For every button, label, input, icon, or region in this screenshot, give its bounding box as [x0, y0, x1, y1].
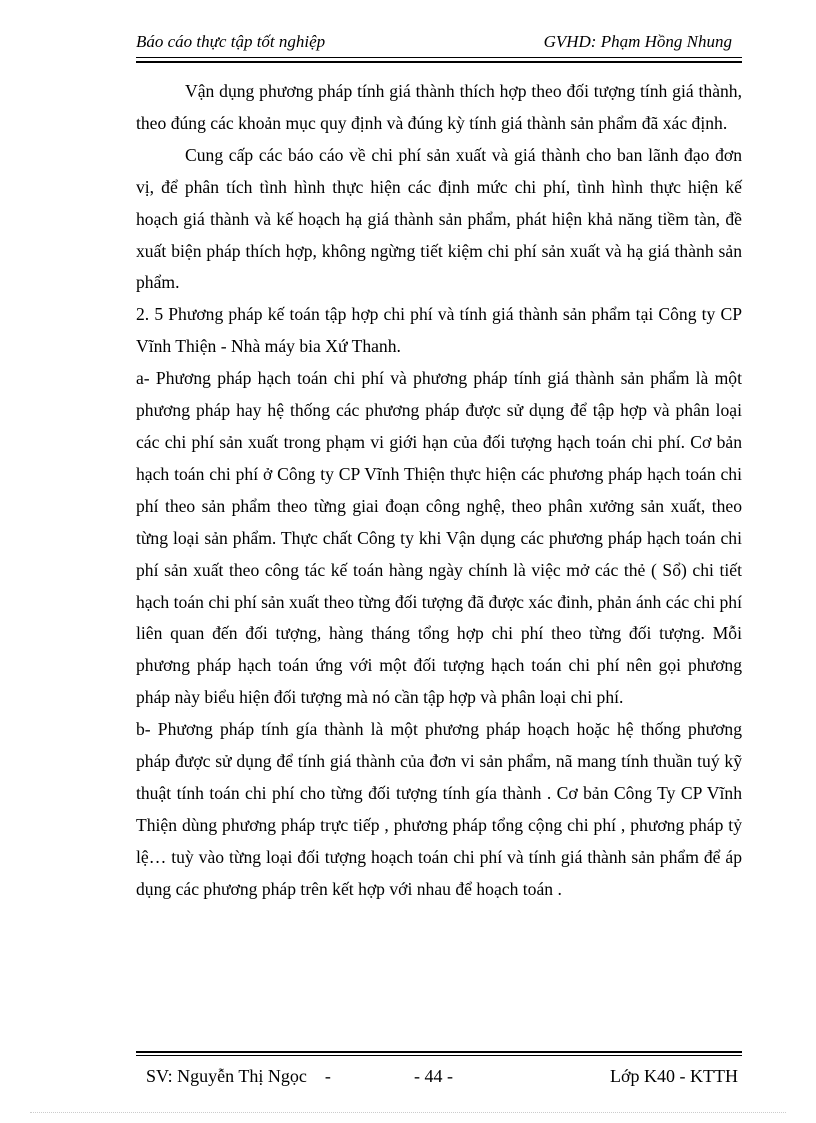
page-number: - 44 - [414, 1066, 453, 1086]
paragraph-b: b- Phương pháp tính gía thành là một phương pháp hoạch hoặc hệ thống phương pháp được sử dụng để tính giá thành của đơn vi sản phẩm, nã mang tính thuần tuý kỹ thuật tính toán chi phí cho từng đối tượng tính gía thành . Cơ bản Công Ty CP Vĩnh Thiện dùng phương pháp trực tiếp , phương pháp tổng cộng chi phí , phương pháp tỷ lệ… tuỳ vào từng loại đối tượng hoạch toán chi phí và tính giá thành sản phẩm để áp dụng các phương pháp trên kết hợp với nhau để hoạch toán . [136, 719, 742, 899]
paragraph-2: Cung cấp các báo cáo về chi phí sản xuất và giá thành cho ban lãnh đạo đơn vị, để phân tích tình hình thực hiện các định mức chi phí, tình hình thực hiện kế hoạch giá thành và kế hoạch hạ giá thành sản phẩm, phát hiện khả năng tiềm tàn, đề xuất biện pháp thích hợp, không ngừng tiết kiệm chi phí sản xuất và hạ giá thành sản phẩm. [136, 144, 742, 293]
paragraph-1: Vận dụng phương pháp tính giá thành thích hợp theo đối tượng tính giá thành, theo đúng các khoản mục quy định và đúng kỳ tính giá thành sản phẩm đã xác định. [136, 81, 742, 133]
report-title: Báo cáo thực tập tốt nghiệp [136, 32, 326, 51]
page-footer [136, 1062, 742, 1092]
page-body [136, 76, 742, 906]
section-heading: 2. 5 Phương pháp kế toán tập hợp chi phí và tính giá thành sản phẩm tại Công ty CP Vĩnh Thiện - Nhà máy bia Xứ Thanh. [136, 304, 742, 357]
footer-rule-bottom [136, 1055, 742, 1056]
header-rule-top [136, 57, 742, 58]
page-header [136, 28, 742, 56]
paragraph-a: a- Phương pháp hạch toán chi phí và phương pháp tính giá thành sản phẩm là một phương pháp hay hệ thống các phương pháp được sử dụng để tập hợp và phân loại các chi phí sản xuất trong phạm vi giới hạn của đối tượng hạch toán chi phí. Cơ bản hạch toán chi phí ở Công ty CP Vĩnh Thiện thực hiện các phương pháp hạch toán chi phí theo sản phẩm theo từng giai đoạn công nghệ, theo phân xưởng sản xuất, theo từng loại sản phẩm. Thực chất Công ty khi Vận dụng các phương pháp hạch toán chi phí sản xuất theo công tác kế toán hàng ngày chính là việc mở các thẻ ( Sổ) chi tiết hạch toán chi phí sản xuất theo từng đối tượng đã được xác đinh, phản ánh các chi phí liên quan đến đối tượng, hàng tháng tổng hợp chi phí theo từng đối tượng. Mỗi phương pháp hạch toán ứng với một đối tượng hạch toán chi phí nên gọi phương pháp này biểu hiện đối tượng mà nó cần tập hợp và phân loại chi phí. [136, 368, 742, 708]
page-edge-divider [30, 1112, 786, 1113]
supervisor: GVHD: Phạm Hồng Nhung [543, 32, 732, 51]
student-name: SV: Nguyễn Thị Ngọc - [146, 1066, 331, 1086]
footer-rule-top [136, 1051, 742, 1053]
class-label: Lớp K40 - KTTH [610, 1066, 738, 1086]
header-rule-bottom [136, 61, 742, 63]
